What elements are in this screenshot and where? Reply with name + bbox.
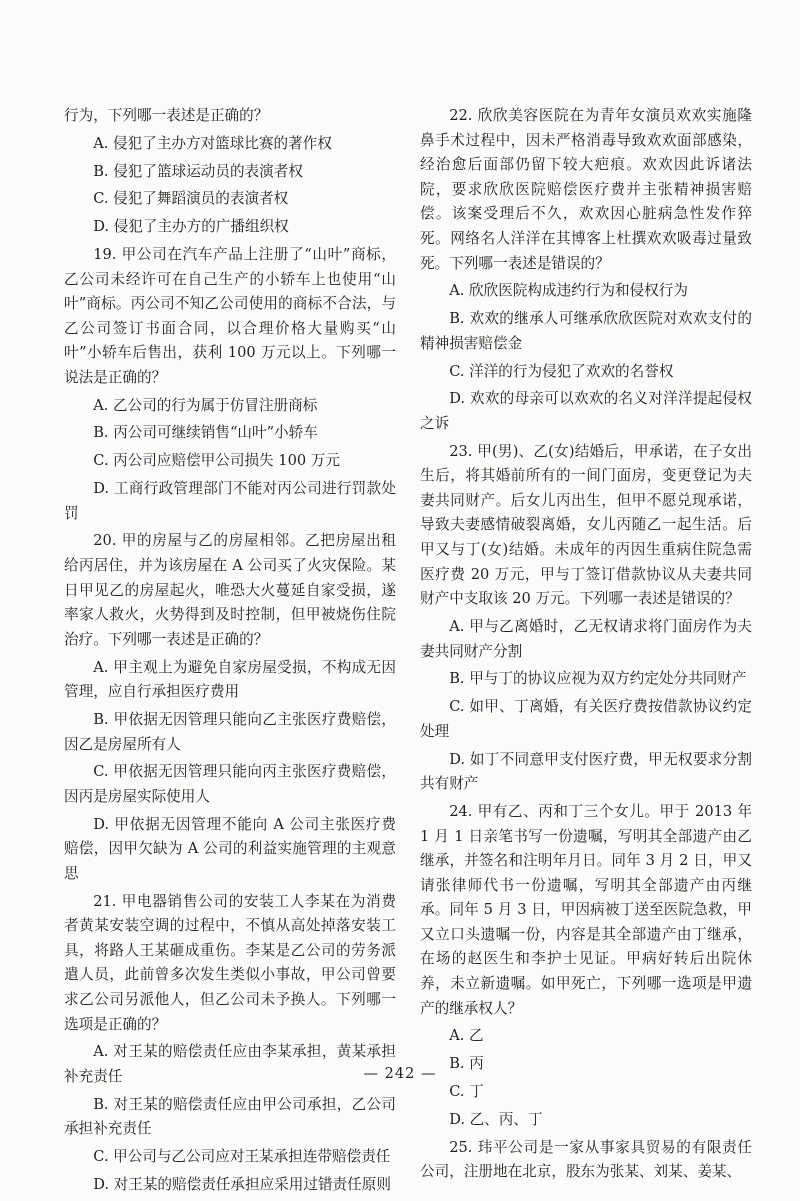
paragraph: B. 侵犯了篮球运动员的表演者权 bbox=[93, 162, 303, 180]
paragraph: A. 甲主观上为避免自家房屋受损，不构成无因管理，应自行承担医疗费用 bbox=[64, 658, 396, 701]
paragraph: C. 如甲、丁离婚，有关医疗费按借款协议约定处理 bbox=[420, 698, 752, 740]
paragraph: C. 洋洋的行为侵犯了欢欢的名誉权 bbox=[449, 362, 674, 380]
paragraph: A. 侵犯了主办方对篮球比赛的著作权 bbox=[93, 134, 332, 152]
left-column bbox=[64, 104, 396, 1201]
paragraph: D. 欢欢的母亲可以欢欢的名义对洋洋提起侵权之诉 bbox=[420, 390, 752, 432]
paragraph: D. 乙、丙、丁 bbox=[449, 1110, 543, 1128]
paragraph: A. 对王某的赔偿责任应由李某承担，黄某承担补充责任 bbox=[64, 1043, 396, 1085]
paragraph: D. 工商行政管理部门不能对丙公司进行罚款处罚 bbox=[64, 480, 396, 522]
paragraph: 20. 甲的房屋与乙的房屋相邻。乙把房屋出租给丙居住，并为该房屋在 A 公司买了火灾保险。某日甲见乙的房屋起火，唯恐大火蔓延自家受损，遂率家人救火，火势得到及时控制，但甲被烧伤住院治疗。下列哪一表述是正确的？ bbox=[64, 532, 396, 648]
paragraph: B. 甲与丁的协议应视为双方约定处分共同财产 bbox=[449, 670, 747, 688]
paragraph: 23. 甲(男)、乙(女)结婚后，甲承诺，在子女出生后，将其婚前所有的一间门面房，变更登记为夫妻共同财产。后女儿丙出生，但甲不愿兑现承诺，导致夫妻感情破裂离婚，女儿丙随乙一起生活。后甲又与丁(女)结婚。未成年的丙因生重病住院急需医疗费 20 万元，甲与丁签订借款协议从夫妻共同财产中支取该 20 万元。下列哪一表述是错误的？ bbox=[420, 442, 752, 608]
paragraph: C. 丙公司应赔偿甲公司损失 100 万元 bbox=[93, 452, 340, 470]
paragraph: A. 欣欣医院构成违约行为和侵权行为 bbox=[449, 282, 688, 300]
paragraph: 22. 欣欣美容医院在为青年女演员欢欢实施隆鼻手术过程中，因未严格消毒导致欢欢面部感染，经治愈后面部仍留下较大疤痕。欢欢因此诉诸法院，要求欣欣医院赔偿医疗费并主张精神损害赔偿。该案受理后不久，欢欢因心脏病急性发作猝死。网络名人洋洋在其博客上杜撰欢欢吸毒过量致死。下列哪一表述是错误的？ bbox=[420, 107, 752, 272]
paragraph: 行为，下列哪一表述是正确的？ bbox=[64, 107, 269, 124]
paragraph: B. 欢欢的继承人可继承欣欣医院对欢欢支付的精神损害赔偿金 bbox=[420, 310, 752, 352]
paragraph: C. 丁 bbox=[449, 1083, 484, 1100]
right-column bbox=[420, 104, 752, 1188]
paragraph: C. 甲依据无因管理只能向丙主张医疗费赔偿，因丙是房屋实际使用人 bbox=[64, 763, 396, 805]
page-number: — 242 — bbox=[363, 1066, 437, 1082]
paragraph: 21. 甲电器销售公司的安装工人李某在为消费者黄某安装空调的过程中，不慎从高处掉落安装工具，将路人王某砸成重伤。李某是乙公司的劳务派遣人员，此前曾多次发生类似小事故，甲公司曾要求乙公司另派他人，但乙公司未予换人。下列哪一选项是正确的？ bbox=[64, 892, 396, 1033]
paragraph: A. 乙 bbox=[449, 1027, 484, 1045]
paragraph: C. 侵犯了舞蹈演员的表演者权 bbox=[93, 190, 289, 208]
paragraph: B. 甲依据无因管理只能向乙主张医疗费赔偿，因乙是房屋所有人 bbox=[64, 710, 396, 753]
paragraph: D. 如丁不同意甲支付医疗费，甲无权要求分割共有财产 bbox=[420, 750, 752, 793]
paragraph: D. 对王某的赔偿责任承担应采用过错责任原则 bbox=[93, 1175, 391, 1193]
paragraph: 25. 玮平公司是一家从事家具贸易的有限责任公司，注册地在北京，股东为张某、刘某、姜某、 bbox=[420, 1138, 752, 1181]
paragraph: 19. 甲公司在汽车产品上注册了“山叶”商标，乙公司未经许可在自己生产的小轿车上也使用“山叶”商标。丙公司不知乙公司使用的商标不合法，与乙公司签订书面合同，以合理价格大量购买“山叶”小轿车后售出，获利 100 万元以上。下列哪一说法是正确的？ bbox=[64, 245, 396, 386]
paragraph: C. 甲公司与乙公司应对王某承担连带赔偿责任 bbox=[93, 1148, 391, 1166]
paragraph: B. 丙 bbox=[449, 1055, 484, 1073]
paragraph: B. 对王某的赔偿责任应由甲公司承担，乙公司承担补充责任 bbox=[64, 1095, 396, 1138]
paragraph: D. 甲依据无因管理不能向 A 公司主张医疗费赔偿，因甲欠缺为 A 公司的利益实施管理的主观意思 bbox=[64, 815, 396, 882]
paragraph: D. 侵犯了主办方的广播组织权 bbox=[93, 218, 289, 236]
paragraph: A. 乙公司的行为属于仿冒注册商标 bbox=[93, 396, 318, 414]
paragraph: 24. 甲有乙、丙和丁三个女儿。甲于 2013 年 1 月 1 日亲笔书写一份遗嘱，写明其全部遗产由乙继承，并签名和注明年月日。同年 3 月 2 日，甲又请张律师代书一份遗嘱，写明其全部遗产由丙继承。同年 5 月 3 日，甲因病被丁送至医院急救，甲又立口头遗嘱一份，内容是其全部遗产由丁继承，在场的赵医生和李护士见证。甲病好转后出院休养，未立新遗嘱。如甲死亡，下列哪一选项是甲遗产的继承权人？ bbox=[420, 802, 752, 1017]
paragraph: A. 甲与乙离婚时，乙无权请求将门面房作为夫妻共同财产分割 bbox=[420, 618, 752, 660]
paragraph: B. 丙公司可继续销售“山叶”小轿车 bbox=[93, 424, 318, 442]
